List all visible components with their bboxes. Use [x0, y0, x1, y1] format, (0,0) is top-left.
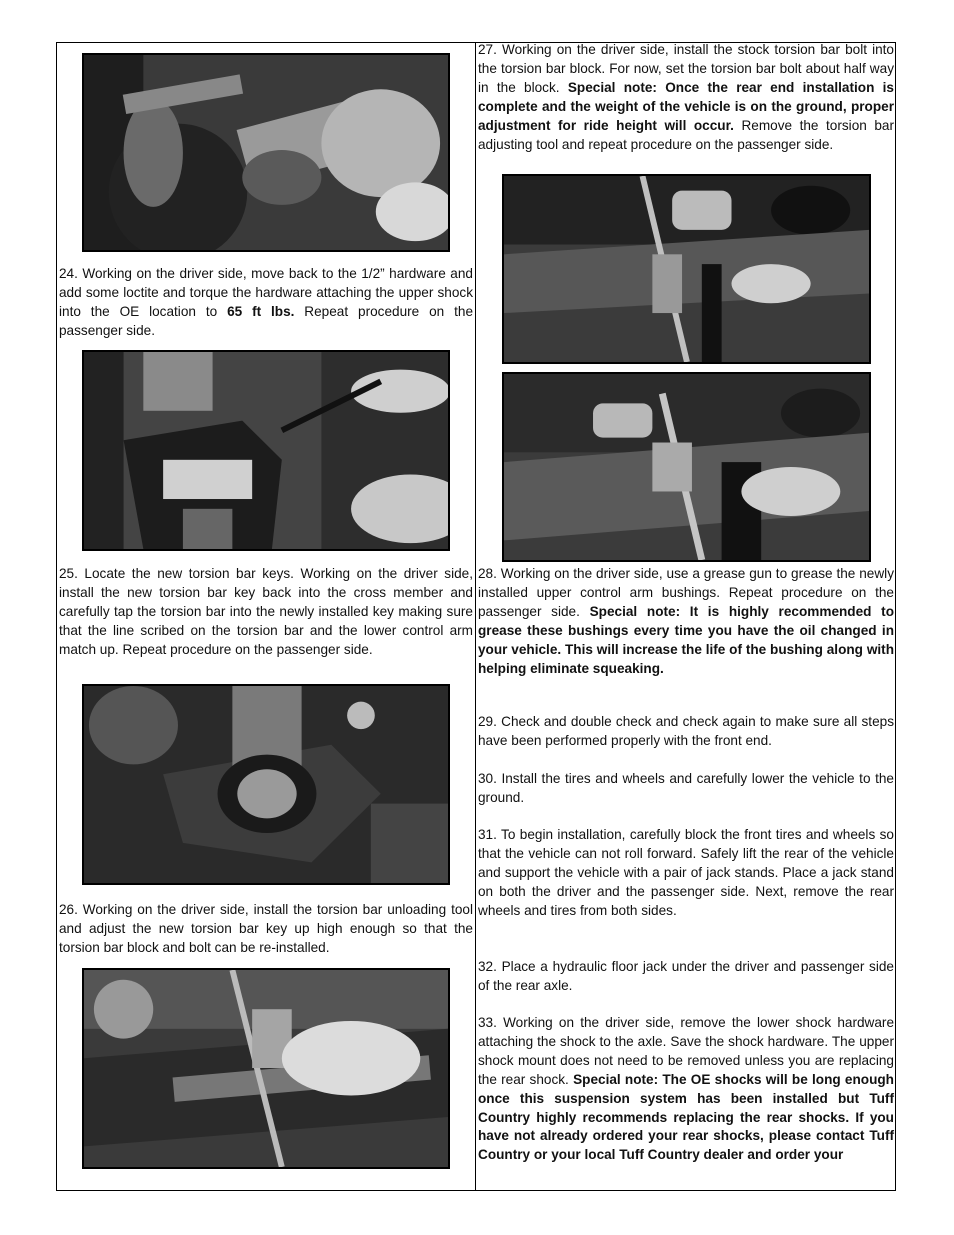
- step-33-text: 33. Working on the driver side, remove the lower shock hardware attaching the shock to the axle. Save the shock hardware. The upper shock mount does not need to be removed unless you are replacing the rear shock. Special note: The OE shocks will be long enough once this suspension system has been installed but Tuff Country highly recommends replacing the rear shocks. If you have not already ordered your rear shocks, please contact Tuff Country or your local Tuff Country dealer and order your: [478, 1015, 894, 1163]
- step-24-text: 24. Working on the driver side, move back to the 1/2” hardware and add some loctite and torque the hardware attaching the upper shock into the OE location to 65 ft lbs. Repeat procedure on the passenger side.: [59, 266, 474, 338]
- photo-torsion-bar-key: [82, 684, 450, 885]
- photo-upper-shock-bolt: [82, 350, 450, 551]
- step-32-text: 32. Place a hydraulic floor jack under the driver and passenger side of the rear axle.: [478, 959, 894, 993]
- step-31-text: 31. To begin installation, carefully block the front tires and wheels so that the vehicle can not roll forward. Safely lift the rear of the vehicle and support the vehicle with a pair of jack stands. Place a jack stand on both the driver and the passenger side. Next, remove the rear wheels and tires from both sides.: [478, 827, 894, 918]
- step-25-text: 25. Locate the new torsion bar keys. Working on the driver side, install the new torsion bar key back into the cross member and carefully tap the torsion bar into the newly installed key making sure that the line scribed on the torsion bar and the lower control arm match up. Repeat procedure on the passenger side.: [59, 566, 473, 657]
- step-26-text: 26. Working on the driver side, install the torsion bar unloading tool and adjust the new torsion bar key up high enough so that the torsion bar block and bolt can be re-installed.: [59, 902, 473, 955]
- column-divider: [475, 42, 476, 1191]
- photo-upper-shock-impact-wrench: [82, 53, 450, 252]
- photo-torsion-unloading-tool: [82, 968, 450, 1169]
- photo-torsion-bar-block-2: [502, 372, 871, 562]
- step-29-text: 29. Check and double check and check again to make sure all steps have been performed properly with the front end.: [478, 714, 894, 748]
- step-27-text: 27. Working on the driver side, install the stock torsion bar bolt into the torsion bar block. For now, set the torsion bar bolt about half way in the block. Special note: Once the rear end installation is complete and the weight of the vehicle is on the ground, proper adjustment for ride height will occur. Remove the torsion bar adjusting tool and repeat procedure on the passenger side.: [478, 42, 894, 152]
- step-30-text: 30. Install the tires and wheels and carefully lower the vehicle to the ground.: [478, 771, 894, 805]
- step-28-text: 28. Working on the driver side, use a grease gun to grease the newly installed upper control arm bushings. Repeat procedure on the passenger side. Special note: It is highly recommended to grease these bushings every time you have the oil changed in your vehicle. This will increase the life of the bushing along with helping eliminate squeaking.: [478, 566, 895, 676]
- photo-torsion-bar-block-1: [502, 174, 871, 364]
